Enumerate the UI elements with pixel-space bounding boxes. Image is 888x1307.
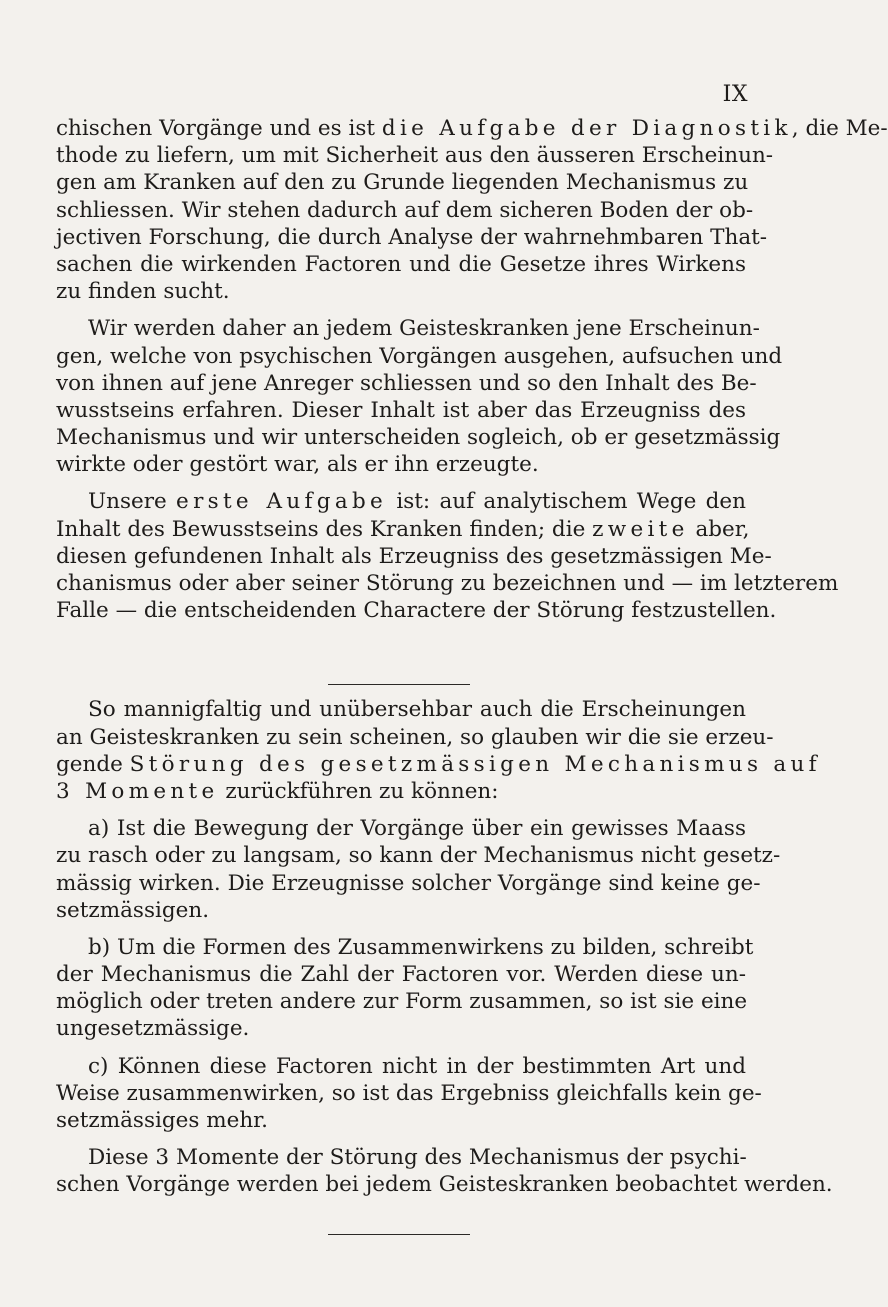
text-line: setzmässiges mehr. [56,1108,268,1133]
text-line: chischen Vorgänge und es ist die Aufgabe der Diagnostik, die Me- [56,116,888,141]
text-line: chanismus oder aber seiner Störung zu bezeichnen und — im letzterem [56,571,839,596]
text-line: a) Ist die Bewegung der Vorgänge über ein gewisses Maass [88,816,746,842]
text-line: Falle — die entscheidenden Charactere der Störung festzustellen. [56,598,777,624]
text-line: sachen die wirkenden Factoren und die Gesetze ihres Wirkens [56,251,746,277]
text-line: So mannigfaltig und unübersehbar auch die Erscheinungen [88,697,746,723]
text-line: schliessen. Wir stehen dadurch auf dem sicheren Boden der ob- [56,197,754,223]
text-line: zu rasch oder zu langsam, so kann der Mechanismus nicht gesetz- [56,843,781,869]
text-line: ungesetzmässige. [56,1016,250,1042]
text-line: Diese 3 Momente der Störung des Mechanismus der psychi- [88,1145,747,1171]
text-line: wusstseins erfahren. Dieser Inhalt ist aber das Erzeugniss des [56,397,746,423]
text-line: an Geisteskranken zu sein scheinen, so glauben wir die sie erzeu- [56,724,774,750]
spaced-emphasis: die Aufgabe der Diagnostik [381,116,792,141]
text-line: der Mechanismus die Zahl der Factoren vor. Werden diese un- [56,962,746,988]
text-line: diesen gefundenen Inhalt als Erzeugniss des gesetzmässigen Me- [56,543,772,569]
text-line: setzmässigen. [56,897,210,923]
paragraph [56,696,821,805]
spaced-emphasis: 3 Momente [56,778,219,804]
text-line: 3 Momente zurückführen zu können: [56,778,499,804]
text-line: Mechanismus und wir unterscheiden sogleich, ob er gesetzmässig [56,425,781,451]
paragraph [56,1144,833,1198]
text-line: gen, welche von psychischen Vorgängen ausgehen, aufsuchen und [56,343,783,369]
paragraph [56,934,754,1043]
text-line: Unsere erste Aufgabe ist: auf analytischem Wege den [88,489,747,515]
section-divider [328,684,470,685]
text-line: zu finden sucht. [56,279,230,305]
spaced-emphasis: Störung des gesetzmässigen Mechanismus auf [129,751,821,777]
text-line: c) Können diese Factoren nicht in der bestimmten Art und [88,1053,746,1079]
paragraph [56,115,888,305]
text-line: Wir werden daher an jedem Geisteskranken jene Erscheinun- [88,316,760,342]
text-line: thode zu liefern, um mit Sicherheit aus den äusseren Erscheinun- [56,143,774,169]
paragraph [56,815,781,924]
text-line: Inhalt des Bewusstseins des Kranken finden; die zweite aber, [56,516,750,542]
paragraph [56,488,839,624]
text-line: jectiven Forschung, die durch Analyse der wahrnehmbaren That- [56,224,768,250]
text-line: Weise zusammenwirken, so ist das Ergebniss gleichfalls kein ge- [56,1080,762,1106]
paragraph [56,1053,762,1135]
text-line: gende Störung des gesetzmässigen Mechanismus auf [56,751,821,777]
text-line: gen am Kranken auf den zu Grunde liegenden Mechanismus zu [56,170,749,196]
page-number: IX [722,82,748,107]
page-text [56,115,888,1199]
text-line: wirkte oder gestört war, als er ihn erzeugte. [56,452,539,478]
paragraph [56,315,783,478]
text-line: möglich oder treten andere zur Form zusammen, so ist sie eine [56,989,748,1015]
spaced-emphasis: zweite [592,516,689,542]
text-line: b) Um die Formen des Zusammenwirkens zu bilden, schreibt [88,934,754,960]
text-line: von ihnen auf jene Anreger schliessen und so den Inhalt des Be- [56,370,757,396]
text-line: mässig wirken. Die Erzeugnisse solcher Vorgänge sind keine ge- [56,870,761,896]
section-divider-bottom [328,1234,470,1235]
text-line: schen Vorgänge werden bei jedem Geisteskranken beobachtet werden. [56,1172,833,1198]
spaced-emphasis: erste Aufgabe [176,489,388,515]
